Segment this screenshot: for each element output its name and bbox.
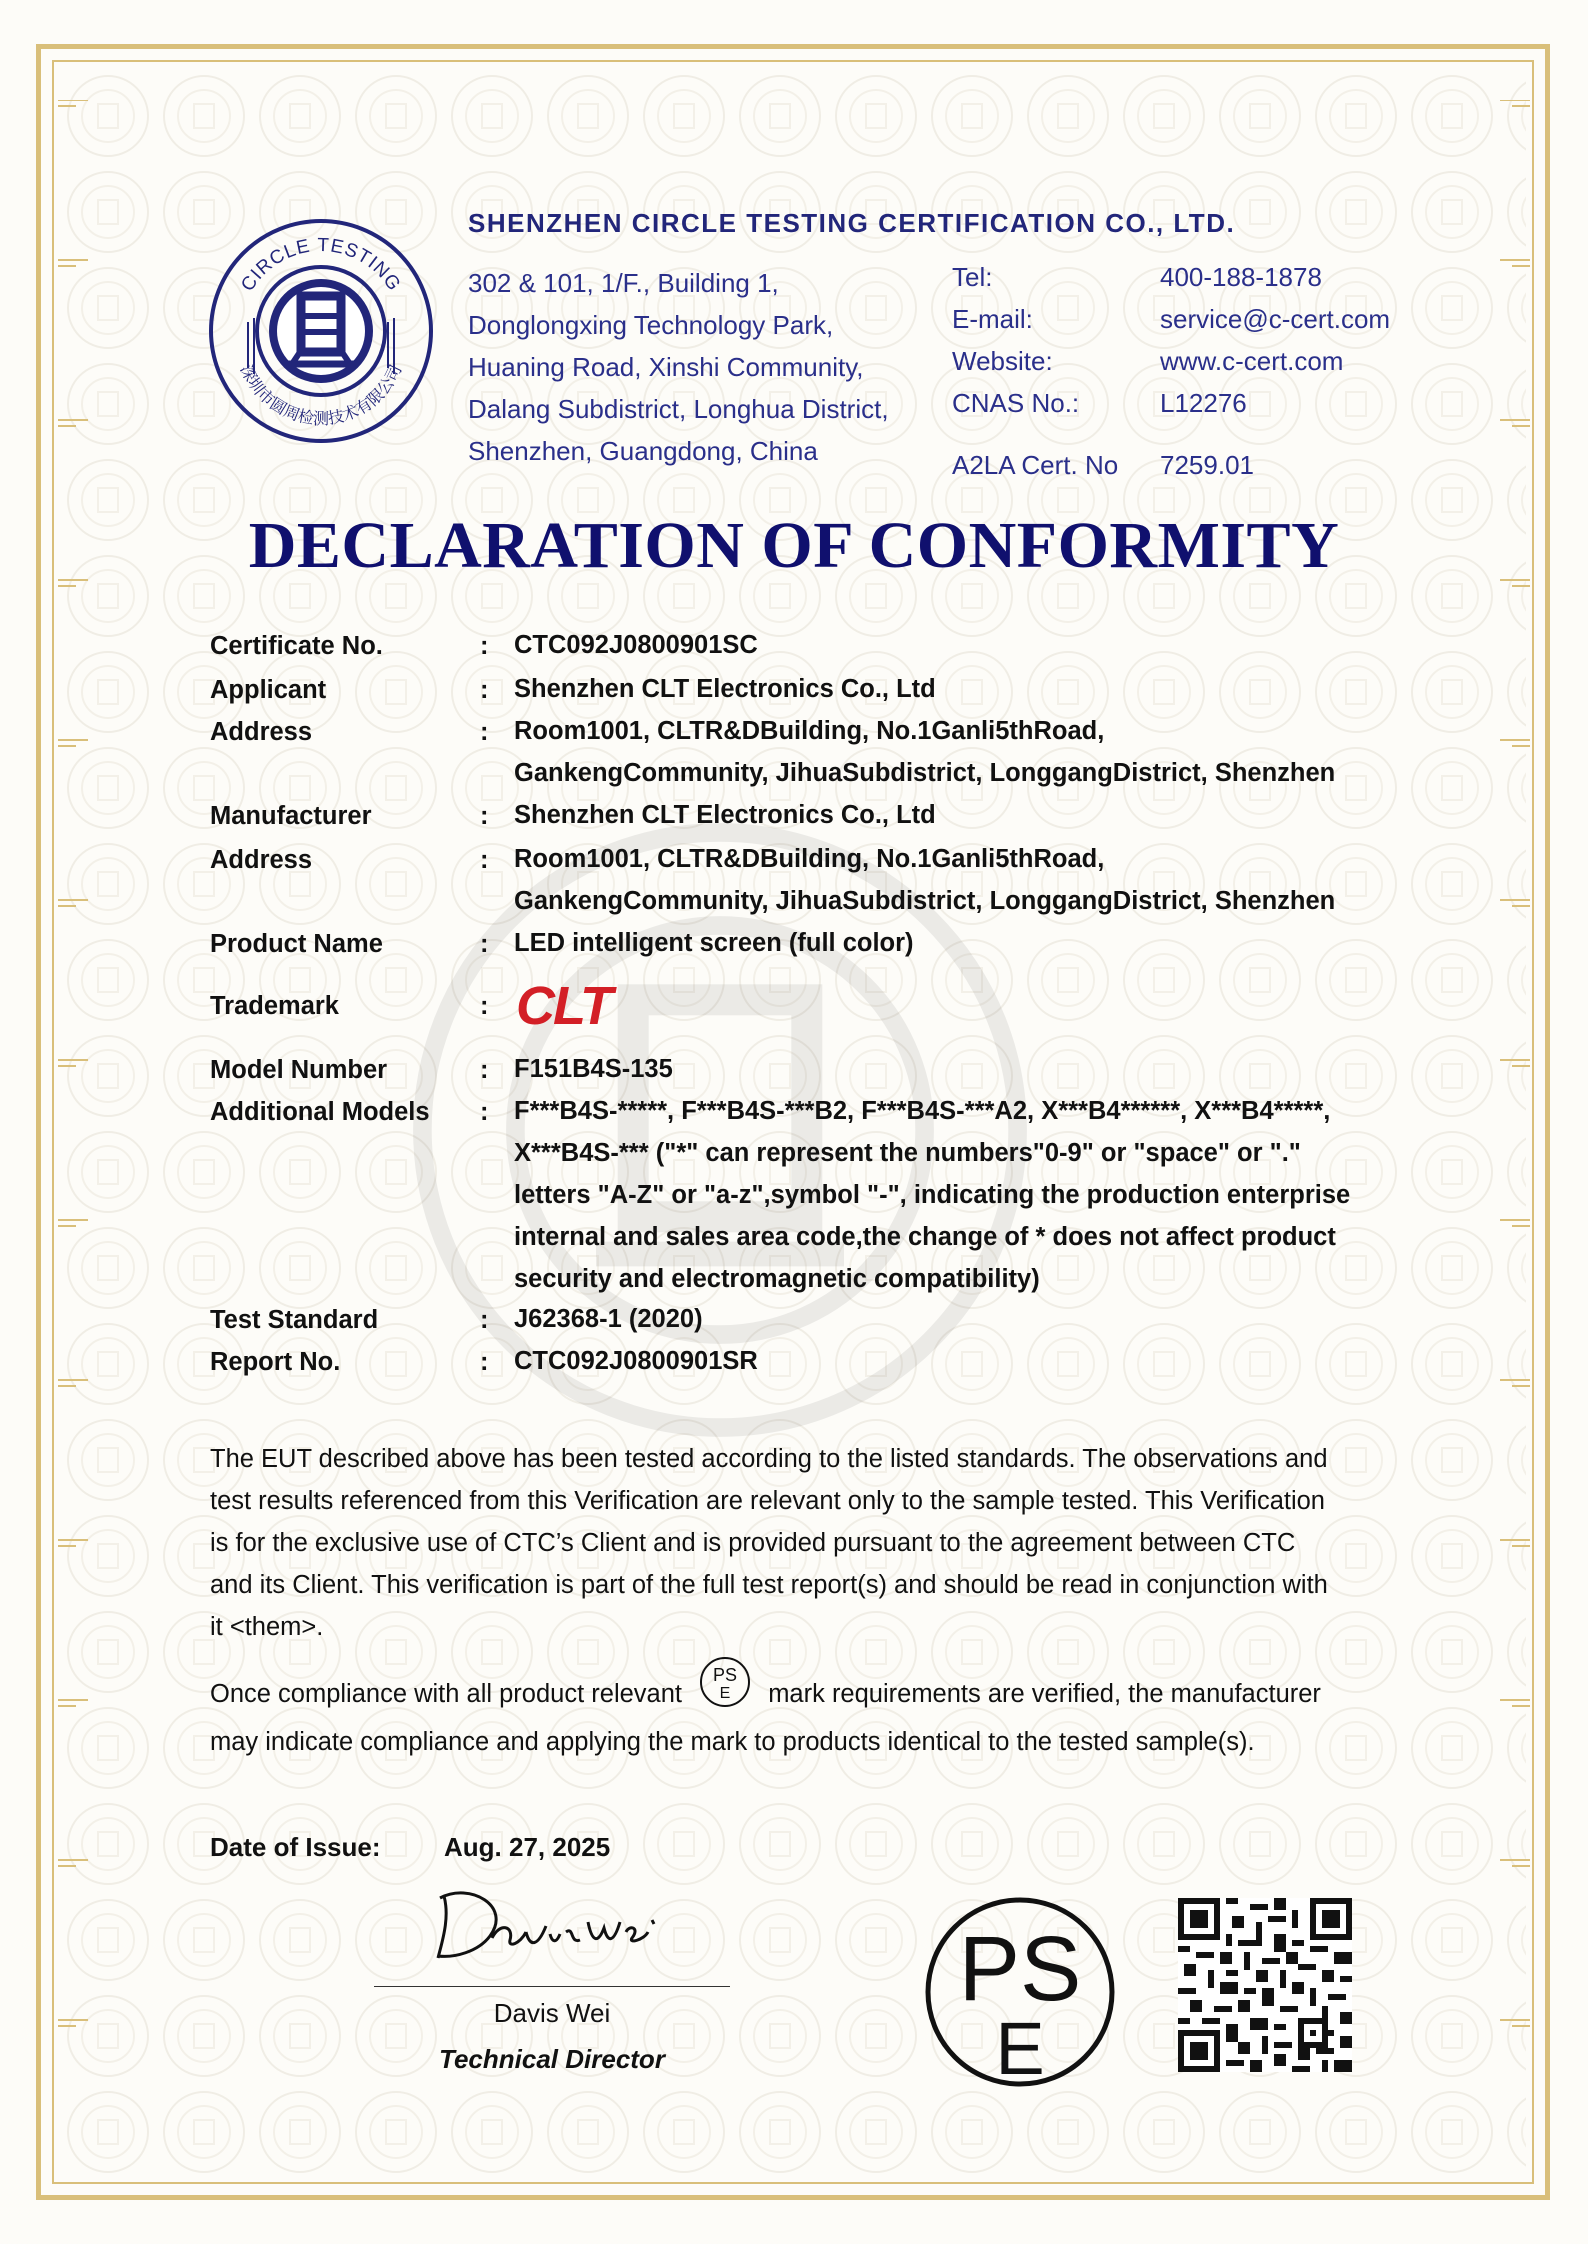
signer-title: Technical Director xyxy=(439,2044,665,2074)
field-label: Certificate No. xyxy=(210,632,383,660)
compliance-paragraph xyxy=(210,1656,1450,1766)
svg-text:CLT: CLT xyxy=(516,978,611,1032)
email-label: E-mail: xyxy=(952,304,1033,334)
signer-name: Davis Wei xyxy=(493,1998,611,2028)
tel-value: 400-188-1878 xyxy=(1160,262,1322,292)
field-colon: : xyxy=(480,718,489,746)
field-label: Test Standard xyxy=(210,1306,379,1334)
address-line: Dalang Subdistrict, Longhua District, xyxy=(468,394,889,424)
cnas-label: CNAS No.: xyxy=(952,388,1080,418)
manufacturer-address-value xyxy=(514,838,1335,922)
statement-line: The EUT described above has been tested according to the listed standards. The observations and xyxy=(210,1445,1328,1473)
models-line: security and electromagnetic compatibility) xyxy=(514,1265,1040,1293)
a2la-value: 7259.01 xyxy=(1160,450,1254,480)
field-colon: : xyxy=(480,676,489,704)
field-colon: : xyxy=(480,632,489,660)
field-label: Product Name xyxy=(210,930,383,958)
compliance-line xyxy=(210,1656,1450,1718)
address-line: Donglongxing Technology Park, xyxy=(468,310,834,340)
clt-trademark-logo xyxy=(514,978,638,1032)
field-label: Address xyxy=(210,846,313,874)
cnas-value: L12276 xyxy=(1160,388,1247,418)
website-label: Website: xyxy=(952,346,1053,376)
product-name-value: LED intelligent screen (full color) xyxy=(514,929,914,957)
models-line: F***B4S-*****, F***B4S-***B2, F***B4S-***A2, X***B4******, X***B4*****, xyxy=(514,1097,1331,1125)
field-label: Model Number xyxy=(210,1056,388,1084)
address-line: Room1001, CLTR&DBuilding, No.1Ganli5thRoad, xyxy=(514,845,1105,873)
statement-paragraph xyxy=(210,1438,1450,1648)
address-line: Room1001, CLTR&DBuilding, No.1Ganli5thRoad, xyxy=(514,717,1105,745)
svg-text:深圳市圆周检测技术有限公司: 深圳市圆周检测技术有限公司 xyxy=(236,361,406,428)
handwritten-signature xyxy=(430,1878,662,1968)
model-number-value: F151B4S-135 xyxy=(514,1055,673,1083)
right-border-ticks xyxy=(1500,100,1530,2144)
statement-line: is for the exclusive use of CTC’s Client and is provided pursuant to the agreement between CTC xyxy=(210,1529,1296,1557)
date-of-issue-value: Aug. 27, 2025 xyxy=(444,1832,611,1862)
compliance-text-before: Once compliance with all product relevant xyxy=(210,1680,682,1708)
models-line: X***B4S-*** ("*" can represent the numbers"0-9" or "space" or "." xyxy=(514,1139,1301,1167)
manufacturer-value: Shenzhen CLT Electronics Co., Ltd xyxy=(514,801,936,829)
models-line: internal and sales area code,the change of * does not affect product xyxy=(514,1223,1336,1251)
additional-models-value xyxy=(514,1090,1350,1300)
signature-line xyxy=(374,1986,730,1987)
field-colon: : xyxy=(480,1306,489,1334)
test-standard-value: J62368-1 (2020) xyxy=(514,1305,703,1333)
field-colon: : xyxy=(480,930,489,958)
tel-label: Tel: xyxy=(952,262,993,292)
field-colon: : xyxy=(480,846,489,874)
field-label: Address xyxy=(210,718,313,746)
svg-text:PS: PS xyxy=(713,1665,738,1685)
certificate-no-value: CTC092J0800901SC xyxy=(514,631,758,659)
field-label: Additional Models xyxy=(210,1098,430,1126)
qr-code-icon xyxy=(1178,1898,1352,2072)
document-title: DECLARATION OF CONFORMITY xyxy=(248,509,1340,582)
svg-text:E: E xyxy=(995,2007,1045,2088)
field-colon: : xyxy=(480,1348,489,1376)
field-colon: : xyxy=(480,1098,489,1126)
applicant-value: Shenzhen CLT Electronics Co., Ltd xyxy=(514,675,936,703)
statement-line: it <them>. xyxy=(210,1613,324,1641)
pse-certification-mark-icon xyxy=(924,1896,1116,2088)
statement-line: and its Client. This verification is part of the full test report(s) and should be read in conjunction with xyxy=(210,1571,1328,1599)
website-value: www.c-cert.com xyxy=(1160,346,1344,376)
svg-text:CIRCLE TESTING: CIRCLE TESTING xyxy=(237,234,405,296)
field-label: Trademark xyxy=(210,992,339,1020)
issuer-name: SHENZHEN CIRCLE TESTING CERTIFICATION CO., LTD. xyxy=(468,208,1236,238)
field-colon: : xyxy=(480,802,489,830)
left-border-ticks xyxy=(58,100,88,2144)
email-value: service@c-cert.com xyxy=(1160,304,1391,334)
field-label: Manufacturer xyxy=(210,802,372,830)
svg-text:PS: PS xyxy=(958,1918,1082,2020)
applicant-address-value xyxy=(514,710,1335,794)
address-line: 302 & 101, 1/F., Building 1, xyxy=(468,268,779,298)
pse-mark-icon xyxy=(699,1656,751,1708)
date-of-issue-label: Date of Issue: xyxy=(210,1832,381,1862)
report-no-value: CTC092J0800901SR xyxy=(514,1347,758,1375)
field-label: Applicant xyxy=(210,676,327,704)
address-line: GankengCommunity, JihuaSubdistrict, LonggangDistrict, Shenzhen xyxy=(514,887,1336,915)
address-line: Huaning Road, Xinshi Community, xyxy=(468,352,864,382)
field-label: Report No. xyxy=(210,1348,341,1376)
issuer-address xyxy=(468,262,889,472)
field-colon: : xyxy=(480,992,489,1020)
company-seal-icon xyxy=(208,218,434,444)
address-line: GankengCommunity, JihuaSubdistrict, LonggangDistrict, Shenzhen xyxy=(514,759,1336,787)
compliance-line: may indicate compliance and applying the mark to products identical to the tested sample(s). xyxy=(210,1728,1255,1756)
statement-line: test results referenced from this Verification are relevant only to the sample tested. This Verification xyxy=(210,1487,1325,1515)
field-colon: : xyxy=(480,1056,489,1084)
compliance-text-after: mark requirements are verified, the manufacturer xyxy=(768,1680,1321,1708)
svg-text:E: E xyxy=(719,1685,731,1702)
address-line: Shenzhen, Guangdong, China xyxy=(468,436,818,466)
a2la-label: A2LA Cert. No xyxy=(952,450,1119,480)
models-line: letters "A-Z" or "a-z",symbol "-", indicating the production enterprise xyxy=(514,1181,1351,1209)
